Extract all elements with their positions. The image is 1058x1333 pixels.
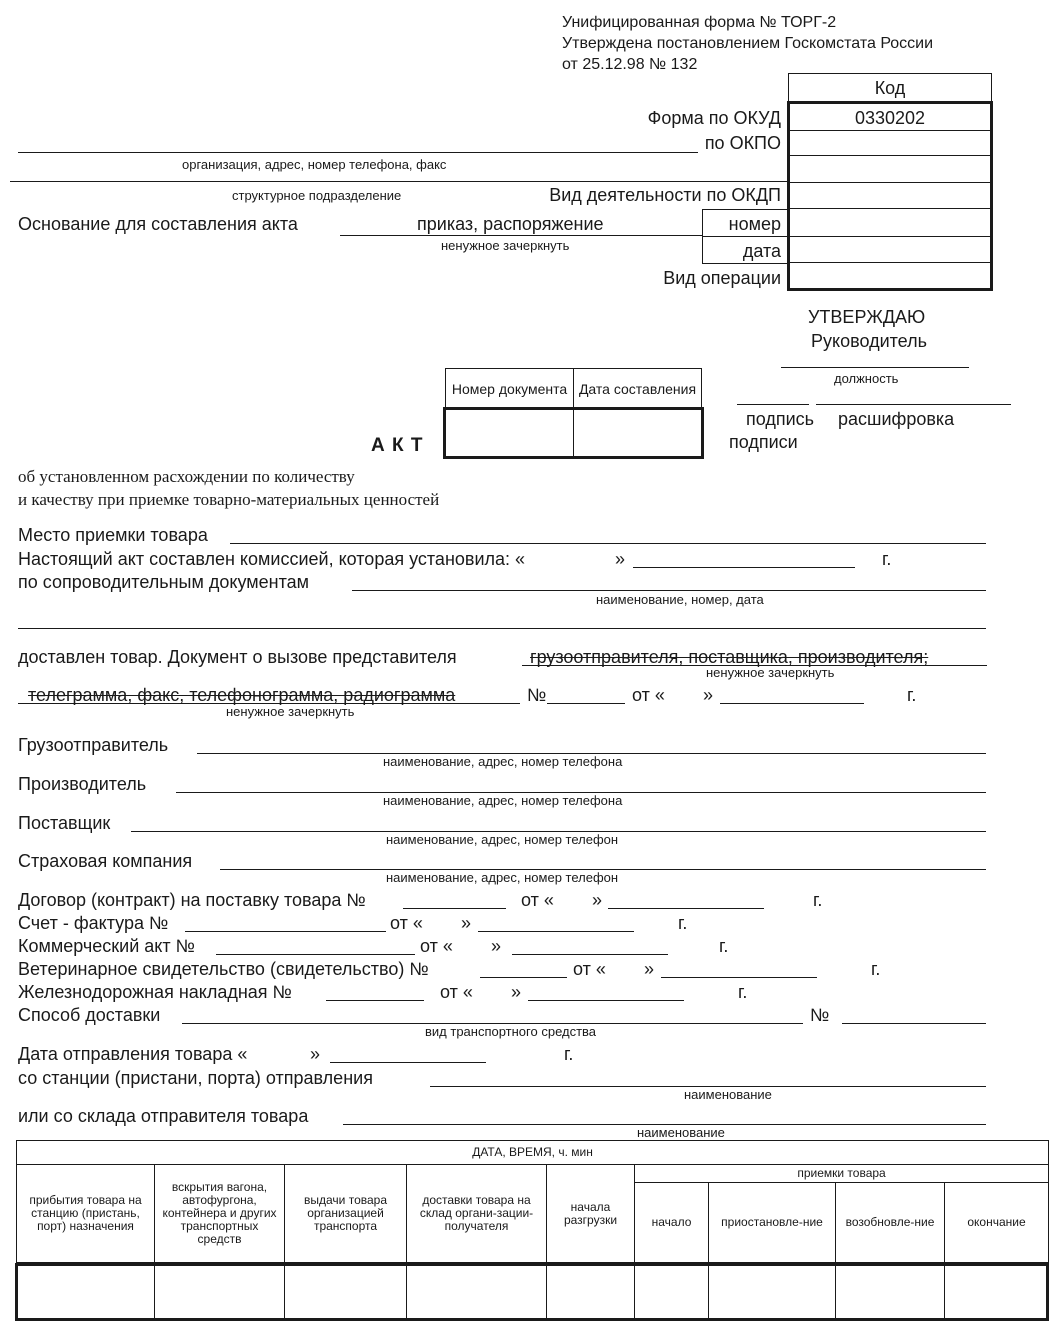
decoding-caption: расшифровка: [838, 409, 955, 429]
col-resume: возобновле-ние: [836, 1183, 945, 1263]
col-delivery: доставки товара на склад органи-зации-получателя: [407, 1165, 547, 1263]
date-label: дата: [742, 241, 781, 261]
message-types: телеграмма, факс, телефонограмма, радиограмма: [28, 685, 456, 705]
code-title: Код: [874, 78, 906, 98]
okud-code: 0330202: [854, 108, 926, 128]
okpo-label: по ОКПО: [704, 133, 781, 153]
okdp-label: Вид деятельности по ОКДП: [549, 185, 781, 205]
delivered-label: доставлен товар. Документ о вызове представителя: [18, 647, 457, 667]
delivered-caption: ненужное зачеркнуть: [706, 665, 835, 680]
commercial-act-label: Коммерческий акт №: [18, 936, 195, 956]
ship-date-label: Дата отправления товара «: [18, 1044, 248, 1064]
warehouse-label: или со склада отправителя товара: [18, 1106, 309, 1126]
col-end: окончание: [945, 1183, 1049, 1263]
col-arrival: прибытия товара на станцию (пристань, порт) назначения: [17, 1165, 155, 1263]
vet-cert-label: Ветеринарное свидетельство (свидетельство) №: [18, 959, 429, 979]
act-subtitle-1: об установленном расхождении по количеству: [18, 467, 355, 486]
act-subtitle-2: и качеству при приемке товарно-материальных ценностей: [18, 490, 440, 509]
warehouse-caption: наименование: [637, 1125, 725, 1140]
delivered-options: грузоотправителя, поставщика, производителя;: [530, 647, 929, 667]
basis-caption: ненужное зачеркнуть: [441, 238, 570, 253]
position-caption: должность: [834, 371, 899, 386]
col-start: начало: [635, 1183, 709, 1263]
table-value-row-frame: [15, 1263, 1049, 1321]
signature-caption: подпись: [746, 409, 815, 429]
signature-caption-2: подписи: [729, 432, 798, 452]
col-unload: начала разгрузки: [547, 1165, 635, 1263]
division-line: [10, 181, 788, 182]
approve-role: Руководитель: [811, 331, 927, 351]
supplier-caption: наименование, адрес, номер телефон: [386, 832, 619, 847]
commission-label: Настоящий акт составлен комиссией, которая установила: «: [18, 549, 526, 569]
okud-label: Форма по ОКУД: [647, 108, 781, 128]
shipper-label: Грузоотправитель: [18, 735, 169, 755]
station-label: со станции (пристани, порта) отправления: [18, 1068, 373, 1088]
message-caption: ненужное зачеркнуть: [226, 704, 355, 719]
col-issue: выдачи товара организацией транспорта: [285, 1165, 407, 1263]
insurer-caption: наименование, адрес, номер телефон: [386, 870, 619, 885]
by-docs-caption: наименование, номер, дата: [596, 592, 764, 607]
delivery-caption: вид транспортного средства: [425, 1024, 597, 1039]
org-caption: организация, адрес, номер телефона, факс: [182, 157, 447, 172]
basis-label: Основание для составления акта: [18, 214, 298, 234]
form-approval-date: от 25.12.98 № 132: [562, 56, 698, 73]
producer-caption: наименование, адрес, номер телефона: [383, 793, 623, 808]
org-line: [18, 152, 698, 153]
producer-label: Производитель: [18, 774, 147, 794]
docnum-number-header: Номер документа: [451, 381, 568, 397]
contract-label: Договор (контракт) на поставку товара №: [18, 890, 366, 910]
station-caption: наименование: [684, 1087, 772, 1102]
act-title: А К Т: [371, 435, 424, 456]
place-label: Место приемки товара: [18, 525, 208, 545]
col-pause: приостановле-ние: [709, 1183, 836, 1263]
by-docs-label: по сопроводительным документам: [18, 572, 310, 592]
shipper-caption: наименование, адрес, номер телефона: [383, 754, 623, 769]
operation-label: Вид операции: [663, 268, 781, 288]
form-approval: Утверждена постановлением Госкомстата России: [562, 35, 934, 52]
invoice-label: Счет - фактура №: [18, 913, 169, 933]
number-label: номер: [728, 214, 781, 234]
basis-value: приказ, распоряжение: [417, 214, 604, 234]
rail-waybill-label: Железнодорожная накладная №: [18, 982, 292, 1002]
supplier-label: Поставщик: [18, 813, 111, 833]
form-name: Унифицированная форма № ТОРГ-2: [562, 14, 837, 31]
docnum-date-header: Дата составления: [578, 381, 697, 397]
division-caption: структурное подразделение: [232, 188, 402, 203]
table-title: ДАТА, ВРЕМЯ, ч. мин: [17, 1141, 1049, 1165]
delivery-method-label: Способ доставки: [18, 1005, 161, 1025]
insurer-label: Страховая компания: [18, 851, 193, 871]
col-opening: вскрытия вагона, автофургона, контейнера и других транспортных средств: [155, 1165, 285, 1263]
approve-title: УТВЕРЖДАЮ: [808, 307, 926, 327]
col-acceptance: приемки товара: [635, 1165, 1049, 1183]
